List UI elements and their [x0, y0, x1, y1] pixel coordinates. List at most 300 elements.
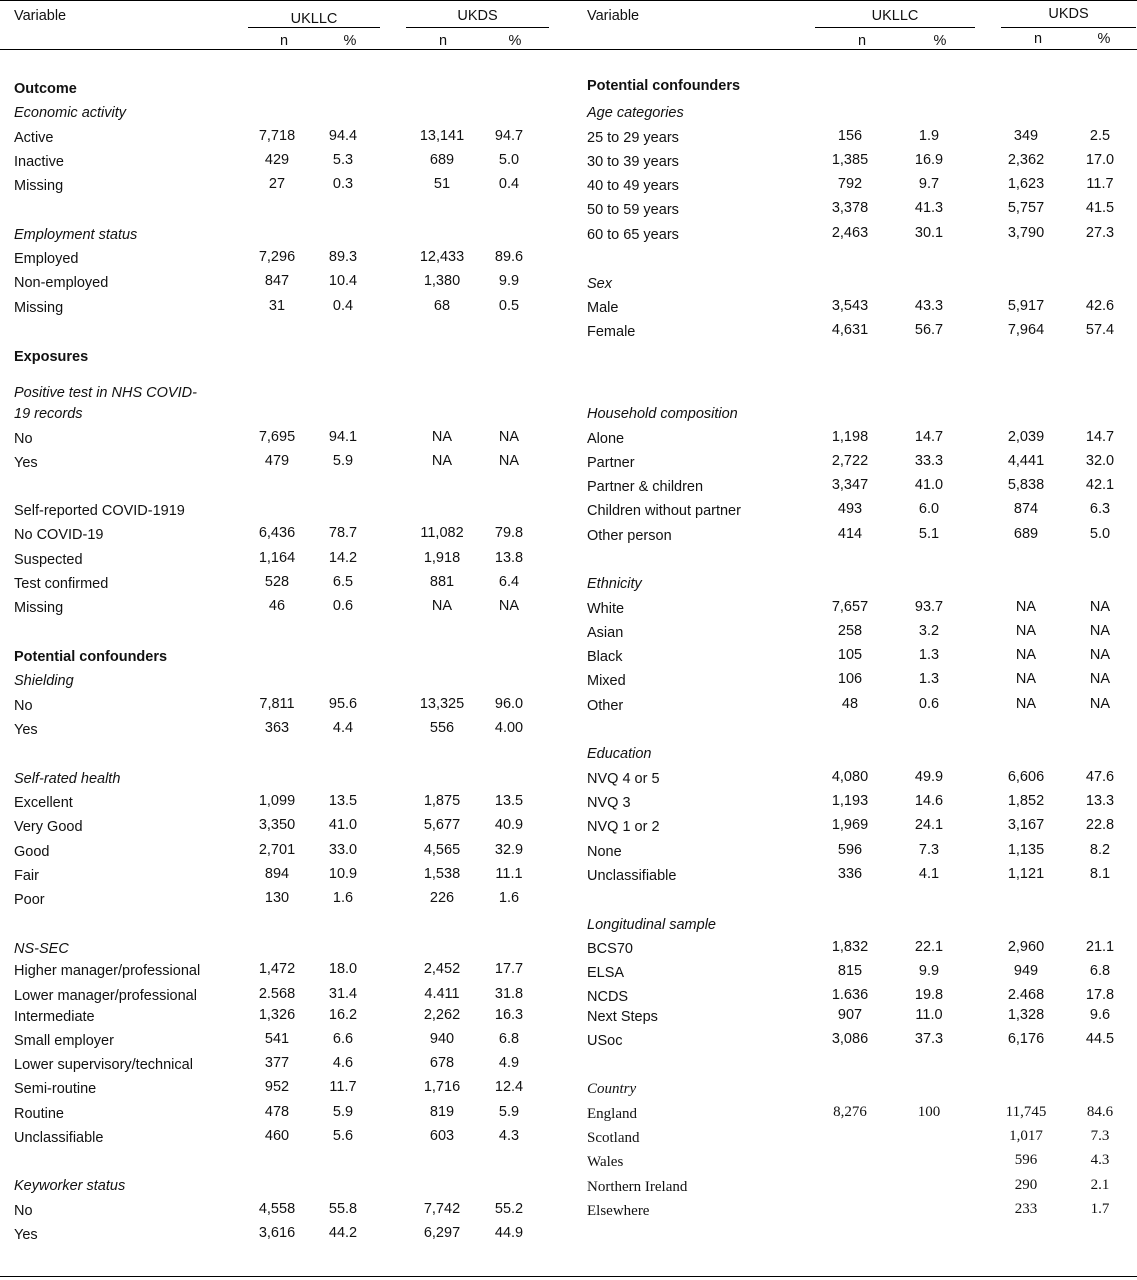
row-label: Alone [587, 431, 625, 447]
ukds-pct-cell: NA [498, 598, 520, 614]
ukds-pct-cell: 17.8 [1085, 987, 1115, 1003]
row-label: Inactive [14, 154, 64, 170]
row-label: Unclassifiable [14, 1130, 104, 1146]
ukds-pct-cell: 32.0 [1085, 453, 1115, 469]
ukds-pct-cell: 0.4 [498, 176, 520, 192]
row-label: None [587, 844, 622, 860]
ukllc-pct-cell: 0.6 [918, 696, 940, 712]
ukds-pct-cell: 22.8 [1085, 817, 1115, 833]
row-label: 60 to 65 years [587, 227, 679, 243]
ukllc-n-cell: 258 [837, 623, 863, 639]
ukllc-pct-cell: 11.7 [329, 1079, 357, 1095]
variable-heading: Positive test in NHS COVID- [14, 385, 197, 401]
variable-heading: Age categories [587, 105, 684, 121]
row-label: 25 to 29 years [587, 130, 679, 146]
ukds-n-cell: 6,606 [1007, 769, 1045, 785]
row-label: USoc [587, 1033, 623, 1049]
row-label: Yes [14, 1227, 38, 1243]
ukds-n-cell: 940 [429, 1031, 455, 1047]
row-label: Next Steps [587, 1009, 658, 1025]
row-label: Mixed [587, 673, 626, 689]
row-label: England [587, 1106, 637, 1122]
row-label: 30 to 39 years [587, 154, 679, 170]
ukllc-pct-cell: 4.1 [918, 866, 940, 882]
row-label: Good [14, 844, 50, 860]
row-label: Intermediate [14, 1009, 95, 1025]
ukds-n-cell: 5,677 [423, 817, 461, 833]
ukds-n-cell: 13,141 [419, 128, 465, 144]
ukllc-n-cell: 363 [264, 720, 290, 736]
ukllc-n-cell: 48 [841, 696, 859, 712]
ukds-pct-cell: 96.0 [494, 696, 524, 712]
ukllc-n-cell: 541 [264, 1031, 290, 1047]
ukds-n-cell: 68 [433, 298, 451, 314]
ukds-pct-cell: 17.7 [494, 961, 524, 977]
ukllc-n-cell: 1,198 [831, 429, 869, 445]
row-label: Other person [587, 528, 672, 544]
ukds-pct-cell: 47.6 [1085, 769, 1115, 785]
ukllc-pct-cell: 0.4 [332, 298, 354, 314]
ukds-pct-cell: 8.1 [1089, 866, 1111, 882]
ukds-n-cell: NA [1015, 647, 1037, 663]
ukds-pct-cell: 42.1 [1085, 477, 1115, 493]
ukds-pct-cell: NA [498, 429, 520, 445]
ukds-n-cell: 556 [429, 720, 455, 736]
ukds-pct-cell: 14.7 [1085, 429, 1115, 445]
ukllc-pct-cell: 5.9 [332, 453, 354, 469]
ukllc-pct-cell: 9.9 [918, 963, 940, 979]
ukds-n-cell: 5,838 [1007, 477, 1045, 493]
row-label: Missing [14, 300, 64, 316]
ukllc-pct-cell: 41.0 [328, 817, 358, 833]
ukds-pct-cell: 16.3 [494, 1007, 524, 1023]
ukds-pct-cell: 84.6 [1086, 1104, 1114, 1120]
row-label: Very Good [14, 819, 83, 835]
ukllc-pct-cell: 78.7 [328, 525, 358, 541]
row-label: Missing [14, 600, 64, 616]
ukllc-n-cell: 7,296 [258, 249, 296, 265]
ukds-n-cell: 678 [429, 1055, 455, 1071]
ukds-pct-cell: 42.6 [1085, 298, 1115, 314]
row-label: Yes [14, 455, 38, 471]
ukds-n-cell: 1,538 [423, 866, 461, 882]
ukllc-pct-cell: 24.1 [914, 817, 944, 833]
ukds-n-cell: 603 [429, 1128, 455, 1144]
ukds-pct-cell: 6.8 [1089, 963, 1111, 979]
ukllc-n-cell: 377 [264, 1055, 290, 1071]
ukds-pct-cell: 4.3 [1090, 1152, 1110, 1168]
ukds-pct-cell: 4.9 [498, 1055, 520, 1071]
section-heading: Exposures [14, 349, 89, 365]
ukds-pct-cell: 4.3 [498, 1128, 520, 1144]
ukllc-n-cell: 460 [264, 1128, 290, 1144]
ukllc-pct-cell: 4.4 [332, 720, 354, 736]
ukds-pct-cell: 9.9 [498, 273, 520, 289]
ukds-pct-cell: 13.3 [1085, 793, 1115, 809]
variable-heading: NS-SEC [14, 941, 69, 957]
ukds-pct-cell: 12.4 [494, 1079, 524, 1095]
ukds-n-cell: NA [431, 429, 453, 445]
ukllc-n-cell: 3,350 [258, 817, 296, 833]
ukds-n-cell: 1,875 [423, 793, 461, 809]
right-pct2-header: % [1097, 31, 1111, 47]
ukllc-pct-cell: 6.0 [918, 501, 940, 517]
ukds-pct-cell: 1.6 [498, 890, 520, 906]
ukds-pct-cell: 5.0 [1089, 526, 1111, 542]
ukds-n-cell: 5,917 [1007, 298, 1045, 314]
ukds-n-cell: 4,565 [423, 842, 461, 858]
ukds-n-cell: 1,918 [423, 550, 461, 566]
ukllc-pct-cell: 89.3 [328, 249, 358, 265]
row-label: No [14, 1203, 33, 1219]
section-heading: Potential confounders [14, 649, 168, 665]
ukllc-n-cell: 1,385 [831, 152, 869, 168]
ukllc-pct-cell: 33.3 [914, 453, 944, 469]
row-label: Self-reported COVID-1919 [14, 503, 185, 519]
row-label: Female [587, 324, 636, 340]
ukllc-n-cell: 4,631 [831, 322, 869, 338]
variable-heading: Employment status [14, 227, 138, 243]
ukds-pct-cell: 55.2 [494, 1201, 524, 1217]
top-rule [0, 0, 1137, 1]
ukllc-pct-cell: 13.5 [328, 793, 358, 809]
row-label: Test confirmed [14, 576, 109, 592]
ukds-n-cell: NA [1015, 696, 1037, 712]
ukds-n-cell: 1,135 [1007, 842, 1045, 858]
ukds-n-cell: 1,380 [423, 273, 461, 289]
ukllc-pct-cell: 43.3 [914, 298, 944, 314]
row-label: Partner & children [587, 479, 704, 495]
row-label: Northern Ireland [587, 1179, 688, 1195]
row-label: Elsewhere [587, 1203, 650, 1219]
row-label: NVQ 1 or 2 [587, 819, 660, 835]
ukds-n-cell: NA [431, 453, 453, 469]
ukllc-pct-cell: 94.4 [328, 128, 358, 144]
header-rule [0, 49, 1137, 50]
right-ukds-underline [1001, 27, 1136, 28]
left-pct1-header: % [343, 33, 357, 49]
ukds-n-cell: 874 [1013, 501, 1039, 517]
row-label: Scotland [587, 1130, 640, 1146]
ukds-pct-cell: 11.7 [1086, 176, 1114, 192]
ukllc-pct-cell: 0.3 [332, 176, 354, 192]
ukds-pct-cell: 11.1 [495, 866, 523, 882]
ukds-n-cell: 4,441 [1007, 453, 1045, 469]
ukllc-pct-cell: 14.2 [328, 550, 358, 566]
ukllc-pct-cell: 49.9 [914, 769, 944, 785]
ukllc-n-cell: 7,695 [258, 429, 296, 445]
ukllc-pct-cell: 6.6 [332, 1031, 354, 1047]
variable-heading: Self-rated health [14, 771, 121, 787]
ukllc-pct-cell: 41.0 [914, 477, 944, 493]
variable-heading: Economic activity [14, 105, 127, 121]
ukllc-n-cell: 596 [837, 842, 863, 858]
ukds-n-cell: 1,716 [423, 1079, 461, 1095]
ukllc-pct-cell: 1.3 [918, 647, 940, 663]
variable-heading: 19 records [14, 406, 83, 422]
left-variable-header: Variable [14, 8, 67, 24]
ukllc-pct-cell: 10.4 [328, 273, 358, 289]
ukds-n-cell: 1,121 [1007, 866, 1045, 882]
left-n2-header: n [438, 33, 448, 49]
ukds-pct-cell: 27.3 [1085, 225, 1115, 241]
section-heading: Potential confounders [587, 78, 741, 94]
ukllc-pct-cell: 14.7 [914, 429, 944, 445]
ukllc-pct-cell: 33.0 [328, 842, 358, 858]
row-label: Semi-routine [14, 1081, 97, 1097]
left-ukds-underline [406, 27, 549, 28]
ukllc-pct-cell: 5.6 [332, 1128, 354, 1144]
ukds-n-cell: 233 [1014, 1201, 1038, 1217]
ukllc-n-cell: 27 [268, 176, 286, 192]
variable-heading: Keyworker status [14, 1178, 126, 1194]
row-label: No [14, 431, 33, 447]
row-label: BCS70 [587, 941, 633, 957]
row-label: White [587, 601, 625, 617]
variable-heading: Shielding [14, 673, 74, 689]
ukllc-n-cell: 414 [837, 526, 863, 542]
ukllc-n-cell: 429 [264, 152, 290, 168]
variable-heading: Country [587, 1081, 637, 1097]
ukds-pct-cell: 40.9 [494, 817, 524, 833]
ukds-n-cell: 12,433 [419, 249, 465, 265]
ukds-pct-cell: NA [1089, 623, 1111, 639]
ukds-n-cell: 290 [1014, 1177, 1038, 1193]
row-label: Lower supervisory/technical [14, 1057, 193, 1073]
ukllc-n-cell: 2,722 [831, 453, 869, 469]
ukllc-pct-cell: 18.0 [328, 961, 358, 977]
ukds-pct-cell: 31.8 [494, 986, 524, 1002]
ukds-n-cell: 2,262 [423, 1007, 461, 1023]
ukllc-n-cell: 7,718 [258, 128, 296, 144]
ukllc-pct-cell: 6.5 [332, 574, 354, 590]
left-n1-header: n [279, 33, 289, 49]
ukds-pct-cell: 2.5 [1089, 128, 1111, 144]
ukllc-pct-cell: 4.6 [332, 1055, 354, 1071]
ukds-n-cell: 7,964 [1007, 322, 1045, 338]
ukllc-n-cell: 46 [268, 598, 286, 614]
variable-heading: Sex [587, 276, 612, 292]
row-label: NVQ 3 [587, 795, 631, 811]
variable-heading: Education [587, 746, 652, 762]
ukllc-pct-cell: 3.2 [918, 623, 940, 639]
ukds-pct-cell: 32.9 [494, 842, 524, 858]
right-n1-header: n [857, 33, 867, 49]
ukllc-n-cell: 31 [268, 298, 286, 314]
row-label: Black [587, 649, 623, 665]
ukds-n-cell: NA [1015, 623, 1037, 639]
ukds-n-cell: NA [1015, 599, 1037, 615]
right-pct1-header: % [933, 33, 947, 49]
ukds-n-cell: 2,039 [1007, 429, 1045, 445]
ukds-n-cell: 949 [1013, 963, 1039, 979]
ukllc-pct-cell: 94.1 [328, 429, 358, 445]
bottom-rule [0, 1276, 1137, 1277]
ukds-pct-cell: 94.7 [494, 128, 524, 144]
ukds-n-cell: 881 [429, 574, 455, 590]
row-label: NVQ 4 or 5 [587, 771, 660, 787]
ukllc-pct-cell: 44.2 [328, 1225, 358, 1241]
ukds-n-cell: 13,325 [419, 696, 465, 712]
ukds-pct-cell: 41.5 [1085, 200, 1115, 216]
ukllc-n-cell: 894 [264, 866, 290, 882]
ukllc-n-cell: 1,969 [831, 817, 869, 833]
ukds-pct-cell: 6.4 [498, 574, 520, 590]
ukllc-n-cell: 106 [837, 671, 863, 687]
ukllc-n-cell: 4,558 [258, 1201, 296, 1217]
ukllc-pct-cell: 56.7 [914, 322, 944, 338]
row-label: Active [14, 130, 54, 146]
ukllc-n-cell: 478 [264, 1104, 290, 1120]
ukds-n-cell: 689 [1013, 526, 1039, 542]
row-label: Children without partner [587, 503, 741, 519]
row-label: Fair [14, 868, 39, 884]
ukllc-n-cell: 847 [264, 273, 290, 289]
row-label: No [14, 698, 33, 714]
ukds-n-cell: NA [1015, 671, 1037, 687]
row-label: Non-employed [14, 275, 109, 291]
ukllc-pct-cell: 1.3 [918, 671, 940, 687]
ukds-n-cell: 349 [1013, 128, 1039, 144]
ukllc-pct-cell: 10.9 [328, 866, 358, 882]
ukds-pct-cell: 4.00 [494, 720, 524, 736]
ukllc-n-cell: 105 [837, 647, 863, 663]
ukds-n-cell: 1,623 [1007, 176, 1045, 192]
ukds-n-cell: 2,960 [1007, 939, 1045, 955]
ukds-n-cell: 226 [429, 890, 455, 906]
ukds-n-cell: 689 [429, 152, 455, 168]
ukllc-n-cell: 3,378 [831, 200, 869, 216]
variable-heading: Household composition [587, 406, 738, 422]
ukds-pct-cell: 9.6 [1089, 1007, 1111, 1023]
ukllc-n-cell: 3,086 [831, 1031, 869, 1047]
ukllc-pct-cell: 1.9 [918, 128, 940, 144]
ukllc-pct-cell: 16.2 [328, 1007, 358, 1023]
ukds-pct-cell: 44.9 [494, 1225, 524, 1241]
ukds-pct-cell: 89.6 [494, 249, 524, 265]
left-ukds-header: UKDS [457, 8, 498, 24]
ukds-n-cell: 1,017 [1009, 1128, 1043, 1144]
row-label: Suspected [14, 552, 83, 568]
ukds-n-cell: 819 [429, 1104, 455, 1120]
ukllc-n-cell: 907 [837, 1007, 863, 1023]
ukllc-n-cell: 3,543 [831, 298, 869, 314]
left-ukllc-header: UKLLC [290, 11, 338, 27]
ukllc-n-cell: 2,463 [831, 225, 869, 241]
ukllc-n-cell: 1,164 [258, 550, 296, 566]
variable-heading: Longitudinal sample [587, 917, 716, 933]
ukds-n-cell: 6,176 [1007, 1031, 1045, 1047]
right-n2-header: n [1033, 31, 1043, 47]
ukds-n-cell: 3,167 [1007, 817, 1045, 833]
ukllc-n-cell: 528 [264, 574, 290, 590]
ukllc-n-cell: 7,657 [831, 599, 869, 615]
ukds-n-cell: 11,082 [420, 525, 464, 541]
ukds-n-cell: 5,757 [1007, 200, 1045, 216]
right-ukds-header: UKDS [1048, 6, 1089, 22]
ukllc-n-cell: 1,099 [258, 793, 296, 809]
row-label: Missing [14, 178, 64, 194]
right-ukllc-header: UKLLC [871, 8, 919, 24]
ukds-n-cell: NA [431, 598, 453, 614]
ukds-pct-cell: 17.0 [1085, 152, 1115, 168]
ukds-pct-cell: NA [1089, 599, 1111, 615]
row-label: Yes [14, 722, 38, 738]
ukds-pct-cell: 6.3 [1089, 501, 1111, 517]
row-label: Partner [587, 455, 635, 471]
ukllc-pct-cell: 95.6 [328, 696, 358, 712]
ukds-pct-cell: NA [1089, 647, 1111, 663]
ukds-n-cell: 6,297 [423, 1225, 461, 1241]
ukllc-pct-cell: 30.1 [914, 225, 944, 241]
ukllc-n-cell: 156 [837, 128, 863, 144]
ukllc-n-cell: 8,276 [833, 1104, 867, 1120]
left-pct2-header: % [508, 33, 522, 49]
ukds-n-cell: 2,362 [1007, 152, 1045, 168]
ukllc-n-cell: 1,326 [258, 1007, 296, 1023]
ukds-pct-cell: 6.8 [498, 1031, 520, 1047]
ukllc-n-cell: 1,832 [831, 939, 869, 955]
ukds-pct-cell: 8.2 [1089, 842, 1111, 858]
ukds-pct-cell: 13.5 [494, 793, 524, 809]
ukllc-n-cell: 336 [837, 866, 863, 882]
row-label: ELSA [587, 965, 625, 981]
ukllc-n-cell: 952 [264, 1079, 290, 1095]
ukllc-pct-cell: 37.3 [914, 1031, 944, 1047]
ukllc-pct-cell: 19.8 [914, 987, 944, 1003]
right-variable-header: Variable [587, 8, 640, 24]
ukllc-pct-cell: 14.6 [914, 793, 944, 809]
row-label: Routine [14, 1106, 64, 1122]
ukds-pct-cell: 21.1 [1085, 939, 1115, 955]
ukllc-pct-cell: 93.7 [914, 599, 944, 615]
row-label: Employed [14, 251, 79, 267]
ukds-pct-cell: 57.4 [1085, 322, 1115, 338]
ukds-pct-cell: NA [498, 453, 520, 469]
ukds-n-cell: 3,790 [1007, 225, 1045, 241]
ukllc-n-cell: 1.636 [831, 987, 869, 1003]
row-label: Small employer [14, 1033, 114, 1049]
row-label: Unclassifiable [587, 868, 677, 884]
ukds-pct-cell: 7.3 [1090, 1128, 1110, 1144]
ukds-n-cell: 596 [1014, 1152, 1038, 1168]
ukllc-pct-cell: 16.9 [914, 152, 944, 168]
ukds-n-cell: 4.411 [424, 986, 460, 1002]
ukds-pct-cell: 5.9 [498, 1104, 520, 1120]
ukllc-n-cell: 7,811 [259, 696, 295, 712]
ukds-n-cell: 11,745 [1005, 1104, 1047, 1120]
ukllc-pct-cell: 55.8 [328, 1201, 358, 1217]
row-label: Lower manager/professional [14, 988, 197, 1004]
ukllc-n-cell: 792 [837, 176, 863, 192]
ukds-pct-cell: 5.0 [498, 152, 520, 168]
row-label: NCDS [587, 989, 629, 1005]
row-label: Excellent [14, 795, 73, 811]
ukds-pct-cell: 1.7 [1090, 1201, 1110, 1217]
ukds-n-cell: 2.468 [1007, 987, 1045, 1003]
ukllc-pct-cell: 100 [917, 1104, 941, 1120]
ukds-pct-cell: NA [1089, 696, 1111, 712]
ukllc-pct-cell: 5.1 [918, 526, 940, 542]
ukds-pct-cell: 44.5 [1085, 1031, 1115, 1047]
ukllc-n-cell: 2.568 [258, 986, 296, 1002]
row-label: Wales [587, 1154, 624, 1170]
ukds-n-cell: 7,742 [423, 1201, 461, 1217]
ukllc-pct-cell: 41.3 [914, 200, 944, 216]
row-label: 40 to 49 years [587, 178, 679, 194]
ukllc-pct-cell: 7.3 [918, 842, 940, 858]
right-ukllc-underline [815, 27, 975, 28]
